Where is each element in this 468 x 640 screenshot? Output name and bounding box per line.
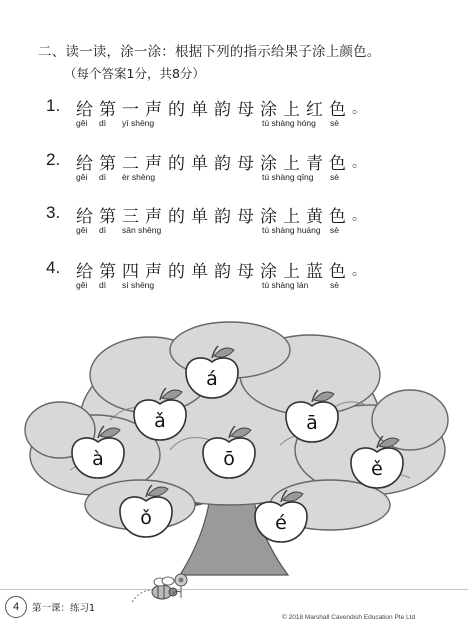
hanzi-char: 色 (329, 207, 346, 227)
hanzi-char: 第 (99, 207, 116, 227)
hanzi-char: 四 (122, 262, 139, 282)
hanzi-char: 色 (329, 154, 346, 174)
apple-tree-illustration (0, 320, 468, 590)
question-number: 4. (46, 258, 61, 277)
hanzi-char: 给 (76, 262, 93, 282)
pinyin-text: tú shàng lán (262, 280, 309, 290)
sentence-end-mark: 。 (352, 263, 366, 279)
hanzi-char: 单 (191, 262, 208, 282)
hanzi-char: 韵 (214, 262, 231, 282)
fruit-vowel-label: ǒ (140, 507, 152, 529)
fruit-vowel-label: á (206, 368, 218, 390)
flower-icon (166, 570, 196, 600)
hanzi-char: 蓝 (306, 262, 323, 282)
question-number: 1. (46, 96, 61, 115)
pinyin-text: sè (330, 118, 339, 128)
hanzi-char: 韵 (214, 100, 231, 120)
pinyin-text: èr shēng (122, 172, 156, 182)
pinyin-text: dì (99, 280, 107, 290)
sentence-end-mark: 。 (352, 155, 366, 171)
pinyin-text: sān shēng (122, 225, 162, 235)
hanzi-char: 母 (237, 100, 254, 120)
pinyin-text: gěi (76, 172, 88, 182)
hanzi-char: 单 (191, 154, 208, 174)
fruit-vowel-label: ǎ (154, 410, 166, 432)
pinyin-text: dì (99, 225, 107, 235)
question-2 (46, 150, 426, 190)
pinyin-text: dì (99, 172, 107, 182)
fruit-vowel-label: ā (306, 412, 318, 434)
page-number: 4 (5, 596, 27, 618)
question-1 (46, 96, 426, 136)
hanzi-char: 的 (168, 100, 185, 120)
hanzi-char: 色 (329, 262, 346, 282)
hanzi-char: 声 (145, 154, 162, 174)
hanzi-char: 上 (283, 100, 300, 120)
fruit-vowel-label: é (275, 512, 287, 534)
hanzi-char: 韵 (214, 154, 231, 174)
hanzi-char: 色 (329, 100, 346, 120)
scoring-note: （每个答案1分，共8分） (64, 66, 205, 81)
question-4 (46, 258, 426, 298)
hanzi-char: 青 (306, 154, 323, 174)
lesson-label: 第一课：练习1 (32, 603, 96, 614)
pinyin-text: yī shēng (122, 118, 155, 128)
hanzi-char: 黄 (306, 207, 323, 227)
pinyin-text: gěi (76, 280, 88, 290)
hanzi-char: 母 (237, 207, 254, 227)
hanzi-char: 涂 (260, 100, 277, 120)
hanzi-char: 给 (76, 154, 93, 174)
hanzi-char: 母 (237, 262, 254, 282)
hanzi-char: 一 (122, 100, 139, 120)
exercise-title: 二、读一读，涂一涂：根据下列的指示给果子涂上颜色。 (38, 44, 381, 60)
pinyin-text: sè (330, 280, 339, 290)
hanzi-char: 红 (306, 100, 323, 120)
hanzi-char: 韵 (214, 207, 231, 227)
fruit-vowel-label: ě (371, 458, 383, 480)
hanzi-char: 三 (122, 207, 139, 227)
hanzi-char: 上 (283, 154, 300, 174)
hanzi-char: 第 (99, 262, 116, 282)
copyright-notice: © 2018 Marshall Cavendish Education Pte Ltd (282, 614, 416, 621)
hanzi-char: 给 (76, 100, 93, 120)
hanzi-char: 的 (168, 207, 185, 227)
question-number: 3. (46, 203, 61, 222)
hanzi-char: 声 (145, 207, 162, 227)
hanzi-char: 涂 (260, 207, 277, 227)
hanzi-char: 单 (191, 100, 208, 120)
pinyin-text: sè (330, 172, 339, 182)
question-number: 2. (46, 150, 61, 169)
hanzi-char: 母 (237, 154, 254, 174)
hanzi-char: 涂 (260, 262, 277, 282)
hanzi-char: 的 (168, 262, 185, 282)
question-3 (46, 203, 426, 243)
pinyin-text: tú shàng qīng (262, 172, 314, 182)
hanzi-char: 单 (191, 207, 208, 227)
fruit-vowel-label: à (92, 448, 104, 470)
hanzi-char: 涂 (260, 154, 277, 174)
pinyin-text: tú shàng huáng (262, 225, 321, 235)
pinyin-text: sè (330, 225, 339, 235)
hanzi-char: 二 (122, 154, 139, 174)
hanzi-char: 第 (99, 100, 116, 120)
pinyin-text: gěi (76, 225, 88, 235)
pinyin-text: sì shēng (122, 280, 155, 290)
tree-canopy (25, 322, 448, 530)
hanzi-char: 声 (145, 100, 162, 120)
hanzi-char: 上 (283, 262, 300, 282)
hanzi-char: 第 (99, 154, 116, 174)
hanzi-char: 声 (145, 262, 162, 282)
hanzi-char: 给 (76, 207, 93, 227)
pinyin-text: dì (99, 118, 107, 128)
hanzi-char: 上 (283, 207, 300, 227)
sentence-end-mark: 。 (352, 101, 366, 117)
fruit-vowel-label: ō (223, 448, 235, 470)
sentence-end-mark: 。 (352, 208, 366, 224)
pinyin-text: gěi (76, 118, 88, 128)
pinyin-text: tú shàng hóng (262, 118, 316, 128)
hanzi-char: 的 (168, 154, 185, 174)
